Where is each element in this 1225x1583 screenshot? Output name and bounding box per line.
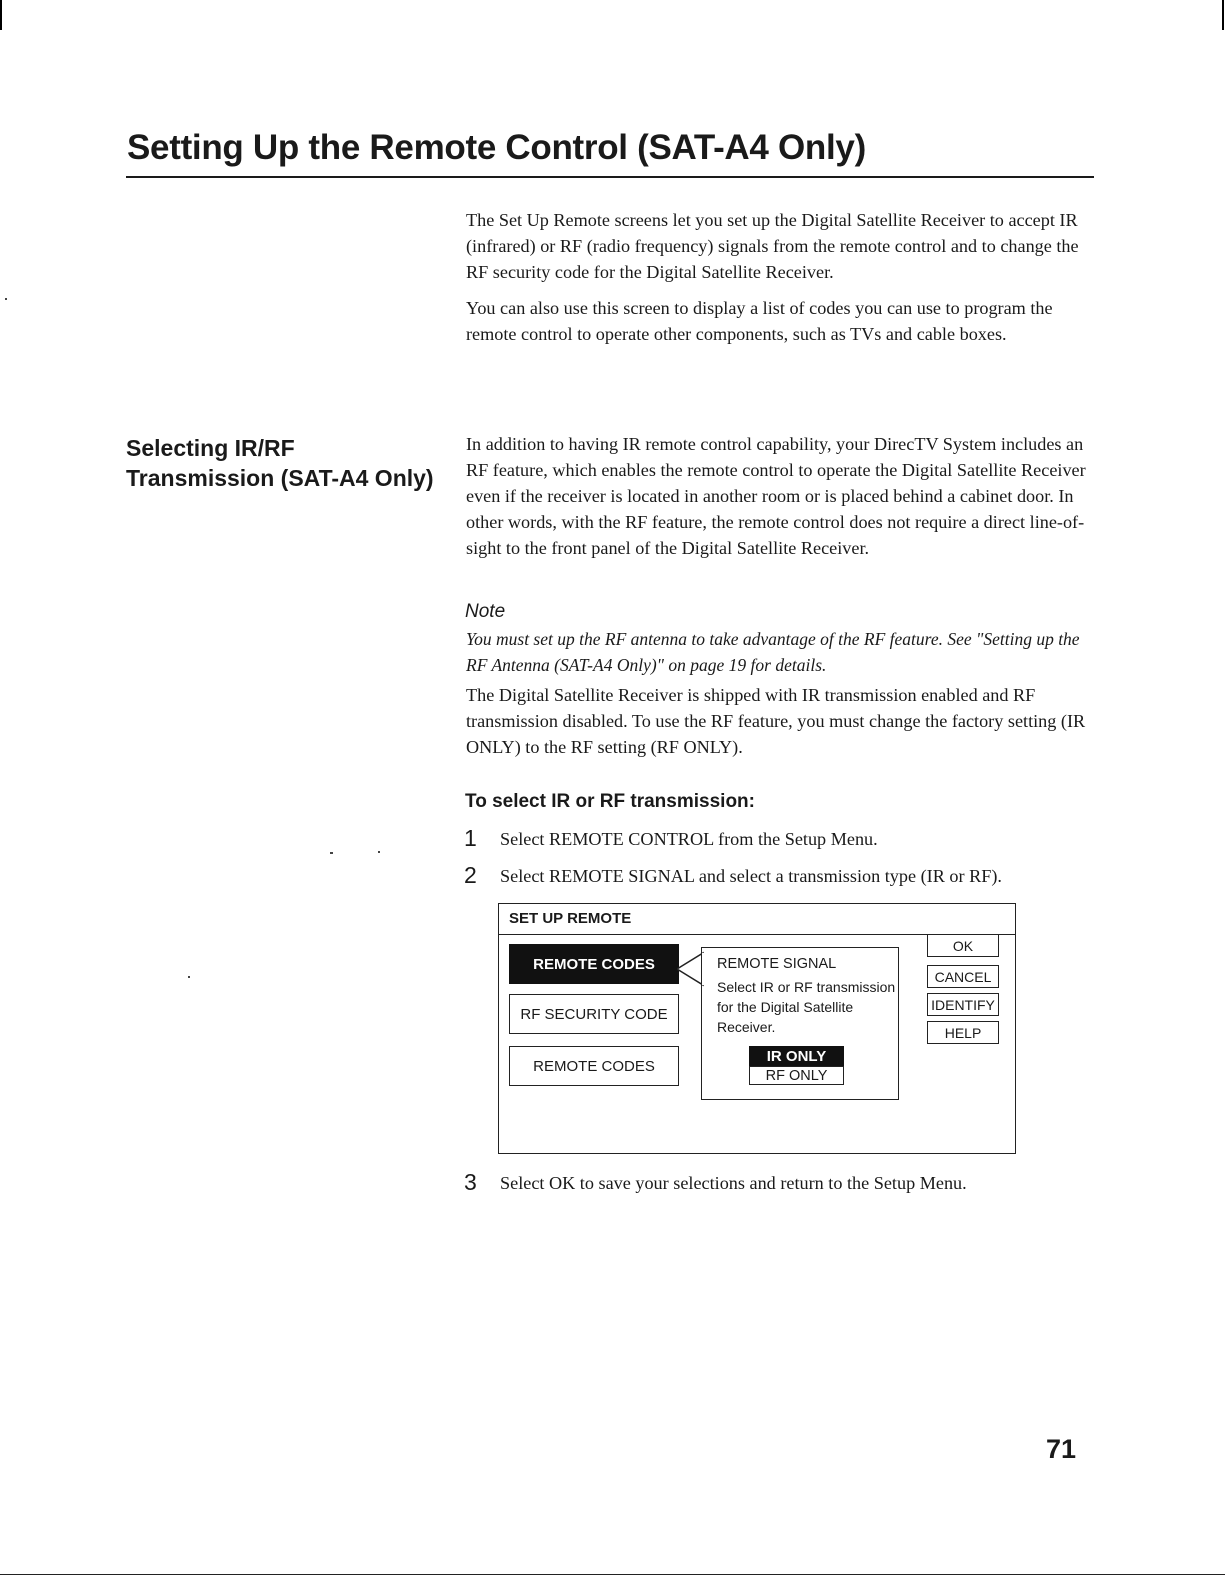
remote-codes-button-selected[interactable]: REMOTE CODES <box>509 944 679 984</box>
scan-speck <box>378 851 380 853</box>
screen-title: SET UP REMOTE <box>509 910 632 927</box>
step-number: 1 <box>464 825 477 851</box>
step-text: Select OK to save your selections and return to the Setup Menu. <box>500 1173 967 1193</box>
step-text: Select REMOTE CONTROL from the Setup Menu. <box>500 829 878 849</box>
section-heading: Selecting IR/RF Transmission (SAT-A4 Only) <box>126 435 434 491</box>
rf-security-code-button[interactable]: RF SECURITY CODE <box>509 994 679 1034</box>
step-number: 3 <box>464 1169 477 1195</box>
intro-paragraph: You can also use this screen to display a list of codes you can use to program the remote control to operate other components, such as TVs and cable boxes. <box>466 298 1053 344</box>
page-title: Setting Up the Remote Control (SAT-A4 Only) <box>127 128 866 167</box>
page-number: 71 <box>1046 1434 1077 1464</box>
remote-codes-button[interactable]: REMOTE CODES <box>509 1046 679 1086</box>
procedure-heading: To select IR or RF transmission: <box>465 791 755 812</box>
remote-signal-description: Select IR or RF transmission for the Digital Satellite Receiver. <box>717 979 896 1035</box>
cancel-button[interactable]: CANCEL <box>927 965 999 988</box>
step-number: 2 <box>464 862 477 888</box>
title-rule <box>126 176 1094 178</box>
scan-edge-mark-left <box>0 0 2 30</box>
note-text: You must set up the RF antenna to take advantage of the RF feature. See "Setting up the RF Antenna (SAT-A4 Only)" on page 19 for details. <box>466 629 1080 675</box>
intro-paragraph: The Set Up Remote screens let you set up the Digital Satellite Receiver to accept IR (infrared) or RF (radio frequency) signals from the remote control and to change the RF security code for the Digital Satellite Receiver. <box>466 210 1079 282</box>
scan-speck <box>5 298 7 300</box>
remote-signal-title: REMOTE SIGNAL <box>717 956 837 972</box>
body-paragraph: In addition to having IR remote control capability, your DirecTV System includes an RF feature, which enables the remote control to operate the Digital Satellite Receiver even if the receiver is located in another room or is placed behind a cabinet door. In other words, with the RF feature, the remote control does not require a direct line-of-sight to the front panel of the Digital Satellite Receiver. <box>466 434 1086 558</box>
body-paragraph: The Digital Satellite Receiver is shipped with IR transmission enabled and RF transmission disabled. To use the RF feature, you must change the factory setting (IR ONLY) to the RF setting (RF ONLY). <box>466 685 1086 757</box>
section-paragraph <box>466 431 1091 561</box>
help-button[interactable]: HELP <box>927 1021 999 1044</box>
setup-remote-screen <box>498 903 1016 1154</box>
scan-speck <box>188 976 190 978</box>
identify-button[interactable]: IDENTIFY <box>927 993 999 1016</box>
scan-bottom-edge <box>0 1574 1225 1575</box>
ok-button[interactable]: OK <box>927 934 999 957</box>
note-label: Note <box>465 601 506 622</box>
ir-only-option[interactable]: IR ONLY <box>749 1046 844 1066</box>
section-paragraph <box>466 682 1091 760</box>
remote-signal-panel <box>701 947 899 1100</box>
scan-speck <box>330 852 333 854</box>
step-text: Select REMOTE SIGNAL and select a transmission type (IR or RF). <box>500 866 1002 886</box>
intro-text <box>466 207 1091 347</box>
rf-only-option[interactable]: RF ONLY <box>749 1066 844 1085</box>
scan-edge-mark-right <box>1222 0 1224 30</box>
